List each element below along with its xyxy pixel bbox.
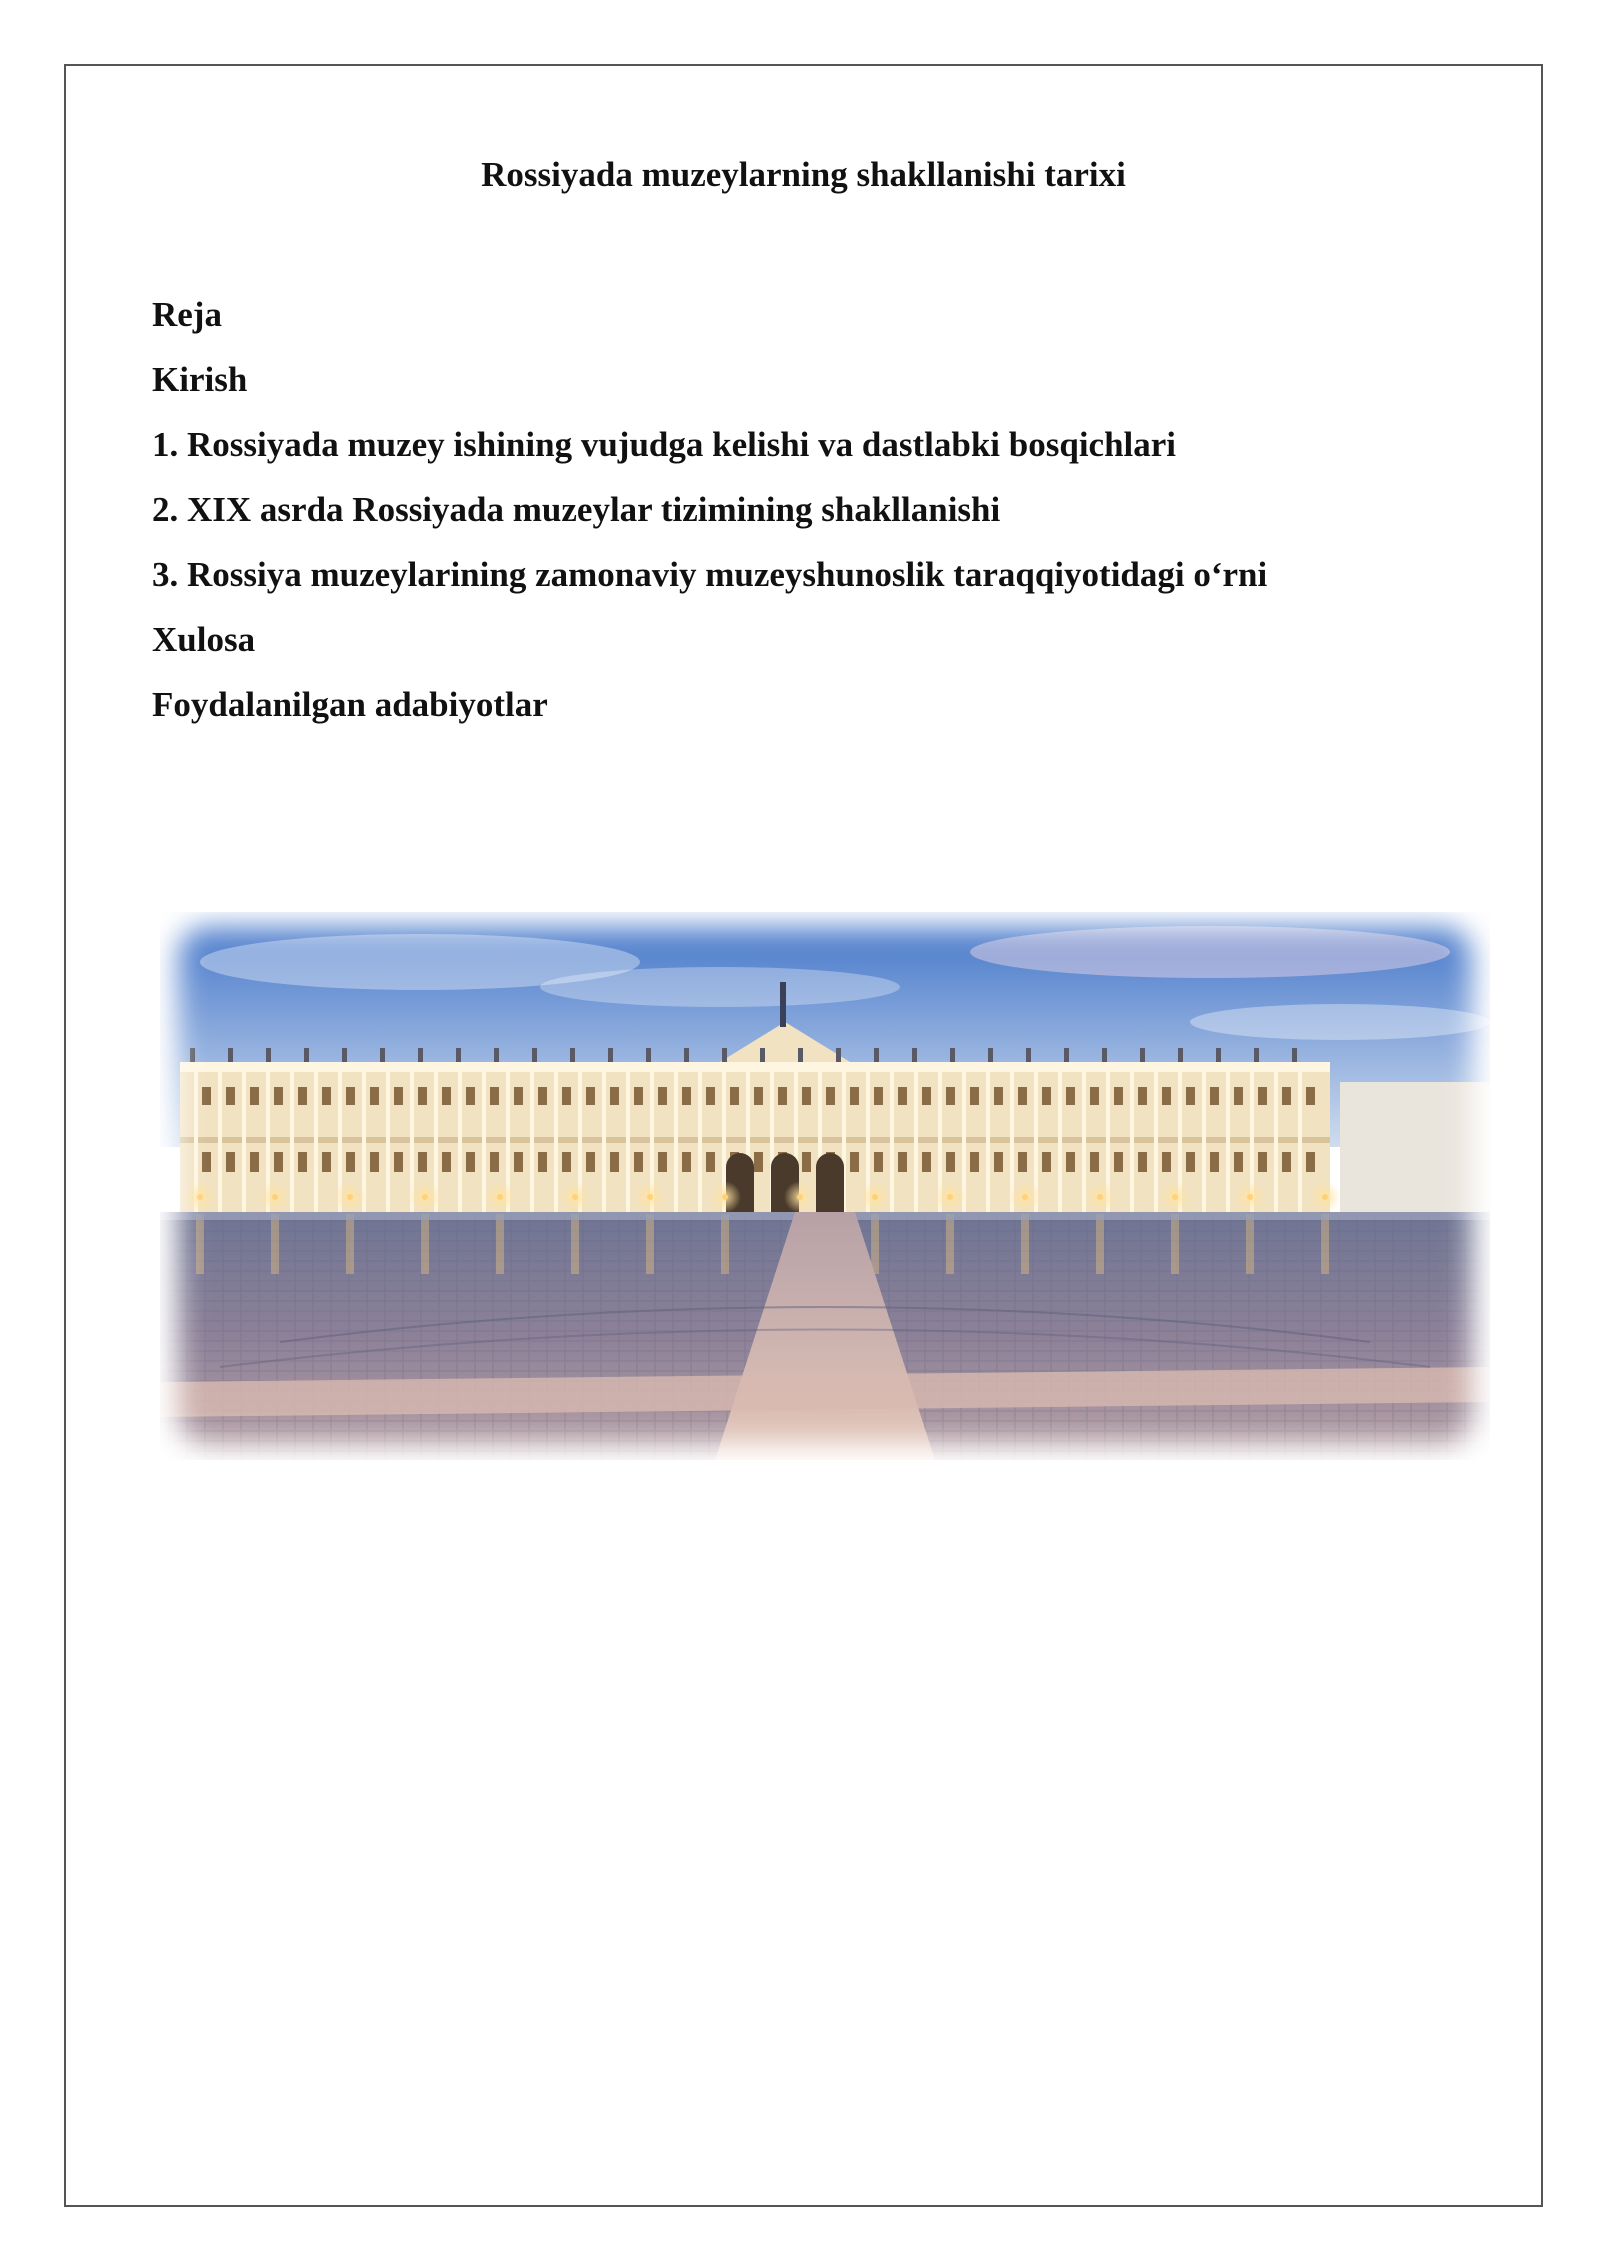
plan-item-introduction: Kirish bbox=[152, 360, 248, 399]
winter-palace-illustration bbox=[160, 912, 1490, 1460]
plan-item-references: Foydalanilgan adabiyotlar bbox=[152, 685, 548, 724]
plan-item-chapter-3: 3. Rossiya muzeylarining zamonaviy muzeyshunoslik taraqqiyotidagi o‘rni bbox=[152, 555, 1268, 594]
plan-item-chapter-2: 2. XIX asrda Rossiyada muzeylar tizimining shakllanishi bbox=[152, 490, 1001, 529]
plan-item-chapter-1: 1. Rossiyada muzey ishining vujudga kelishi va dastlabki bosqichlari bbox=[152, 425, 1177, 464]
plan-item-conclusion: Xulosa bbox=[152, 620, 256, 659]
winter-palace-image bbox=[160, 912, 1490, 1460]
plan-list bbox=[152, 282, 1492, 737]
plan-heading: Reja bbox=[152, 295, 222, 334]
document-title: Rossiyada muzeylarning shakllanishi tarixi bbox=[481, 155, 1126, 194]
